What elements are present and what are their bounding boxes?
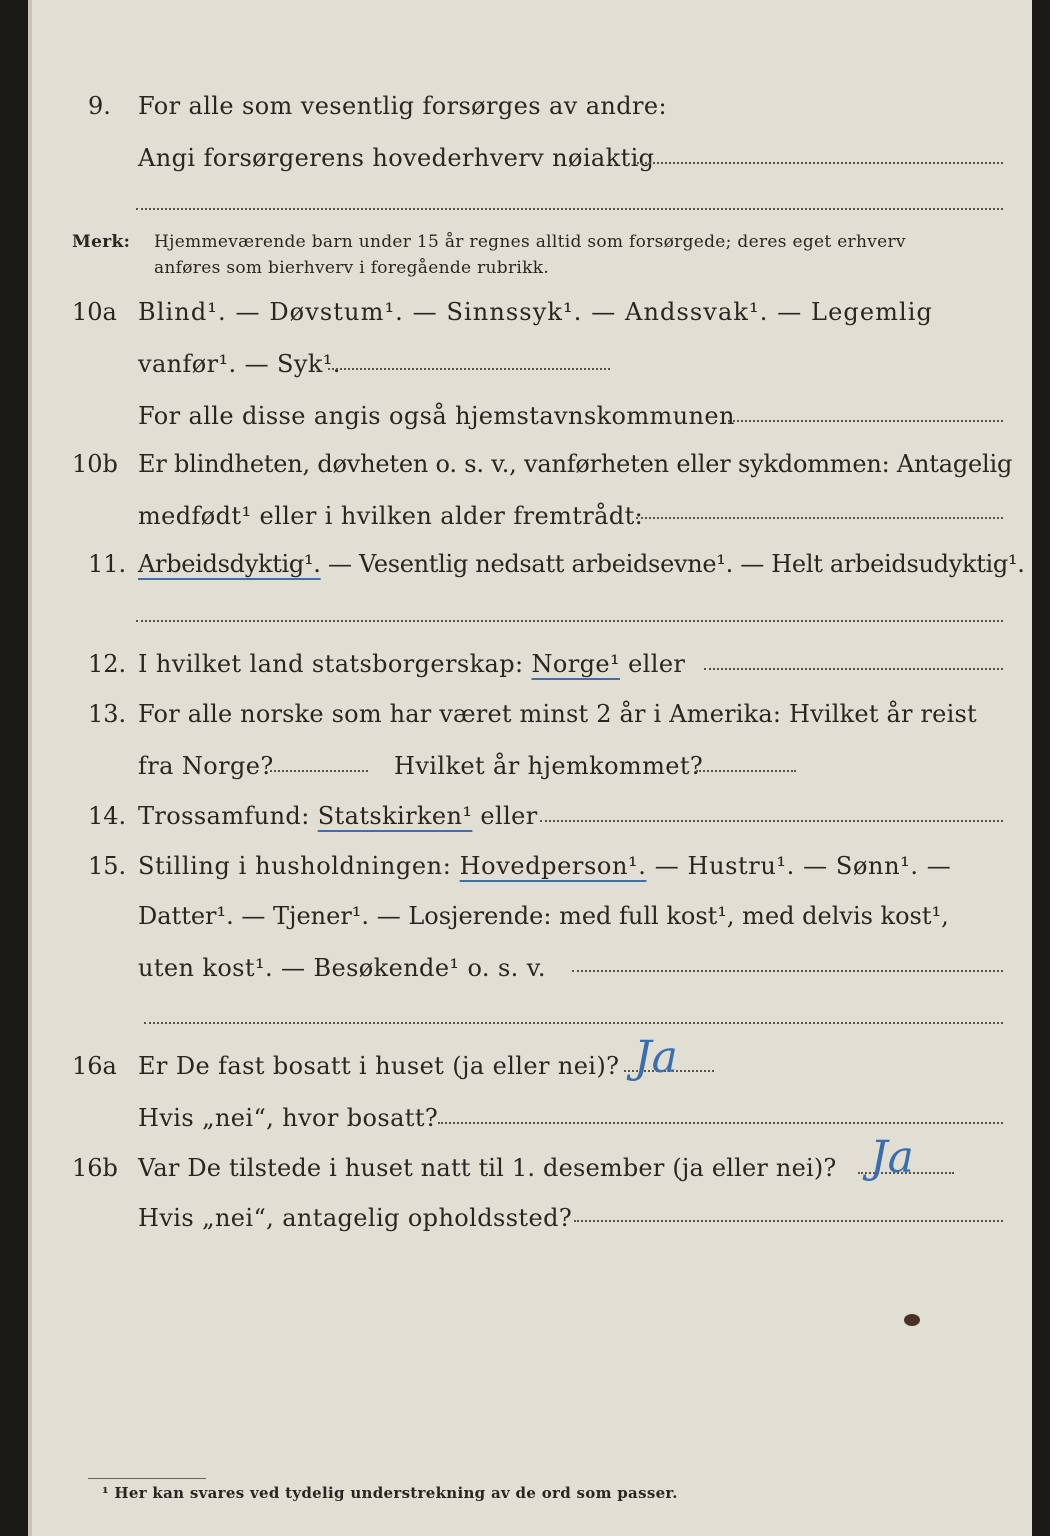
q15-line1 — [138, 852, 951, 880]
q14-selected-option: Statskirken¹ — [317, 802, 473, 830]
q13-left-line[interactable] — [270, 770, 368, 772]
q10b-line2: medfødt¹ eller i hvilken alder fremtrådt: — [138, 502, 644, 530]
q13-line1: For alle norske som har været minst 2 år i Amerika: Hvilket år reist — [138, 700, 977, 728]
q12-answer-line[interactable] — [704, 668, 1003, 670]
q16a-where-line[interactable] — [438, 1122, 1003, 1124]
q15-answer-line[interactable] — [572, 970, 1003, 972]
q15-line2: Datter¹. — Tjener¹. — Losjerende: med full kost¹, med delvis kost¹, — [138, 902, 949, 930]
page-edge — [28, 0, 32, 1536]
q16a-line1: Er De fast bosatt i huset (ja eller nei)? — [138, 1052, 620, 1080]
q9-line1: For alle som vesentlig forsørges av andre: — [138, 92, 668, 120]
census-form-page — [28, 0, 1032, 1536]
q14-answer-line[interactable] — [540, 820, 1003, 822]
q15-post: — Hustru¹. — Sønn¹. — — [646, 852, 952, 880]
q16b-handwritten-answer: Ja — [870, 1132, 914, 1183]
q12-post: eller — [620, 650, 686, 678]
q10a-number: 10a — [72, 298, 117, 326]
q12-selected-option: Norge¹ — [531, 650, 621, 678]
q10b-line1: Er blindheten, døvheten o. s. v., vanførheten eller sykdommen: Antagelig — [138, 450, 1013, 478]
q11-number: 11. — [88, 550, 127, 578]
q10b-number: 10b — [72, 450, 118, 478]
q15-line-2[interactable] — [144, 1022, 1003, 1024]
q16b-number: 16b — [72, 1154, 118, 1182]
q11-text — [138, 550, 1025, 578]
q9-answer-line-2[interactable] — [136, 208, 1003, 210]
q14-number: 14. — [88, 802, 127, 830]
q12-text — [138, 650, 685, 678]
q10a-home-line[interactable] — [728, 420, 1003, 422]
q10a-line1: Blind¹. — Døvstum¹. — Sinnssyk¹. — Andssvak¹. — Legemlig — [138, 298, 934, 326]
q9-answer-line[interactable] — [633, 162, 1003, 164]
q16b-line2: Hvis „nei“, antagelig opholdssted? — [138, 1204, 573, 1232]
q10a-line2: vanfør¹. — Syk¹. — [138, 350, 341, 378]
q14-post: eller — [472, 802, 538, 830]
q12-number: 12. — [88, 650, 127, 678]
q13-line2b: Hvilket år hjemkommet? — [394, 752, 704, 780]
q11-selected-option: Arbeidsdyktig¹. — [138, 550, 321, 578]
q15-number: 15. — [88, 852, 127, 880]
ink-spot — [904, 1314, 920, 1326]
q11-rest: — Vesentlig nedsatt arbeidsevne¹. — Helt arbeidsudyktig¹. — [320, 550, 1025, 578]
q16b-line1: Var De tilstede i huset natt til 1. desember (ja eller nei)? — [138, 1154, 837, 1182]
q15-line3: uten kost¹. — Besøkende¹ o. s. v. — [138, 954, 546, 982]
q16a-handwritten-answer: Ja — [634, 1032, 678, 1083]
merk-line2: anføres som bierhverv i foregående rubrikk. — [154, 258, 550, 278]
q16b-where-line[interactable] — [574, 1220, 1003, 1222]
q14-text — [138, 802, 538, 830]
q9-line2: Angi forsørgerens hovederhverv nøiaktig — [138, 144, 655, 172]
q11-line[interactable] — [136, 620, 1003, 622]
footnote: ¹ Her kan svares ved tydelig understrekning av de ord som passer. — [102, 1484, 678, 1502]
q16a-line2: Hvis „nei“, hvor bosatt? — [138, 1104, 439, 1132]
q10b-answer-line[interactable] — [636, 517, 1003, 519]
merk-label: Merk: — [72, 232, 131, 252]
q10a-line3: For alle disse angis også hjemstavnskommunen — [138, 402, 735, 430]
q9-number: 9. — [88, 92, 111, 120]
q13-right-line[interactable] — [696, 770, 796, 772]
merk-line1: Hjemmeværende barn under 15 år regnes alltid som forsørgede; deres eget erhverv — [154, 232, 906, 252]
q14-pre: Trossamfund: — [138, 802, 318, 830]
q13-number: 13. — [88, 700, 127, 728]
footnote-rule — [88, 1478, 206, 1479]
q12-pre: I hvilket land statsborgerskap: — [138, 650, 532, 678]
q15-selected-option: Hovedperson¹. — [459, 852, 647, 880]
q13-line2a: fra Norge? — [138, 752, 274, 780]
q10a-answer-line[interactable] — [328, 368, 610, 370]
q16a-number: 16a — [72, 1052, 117, 1080]
q15-pre: Stilling i husholdningen: — [138, 852, 460, 880]
